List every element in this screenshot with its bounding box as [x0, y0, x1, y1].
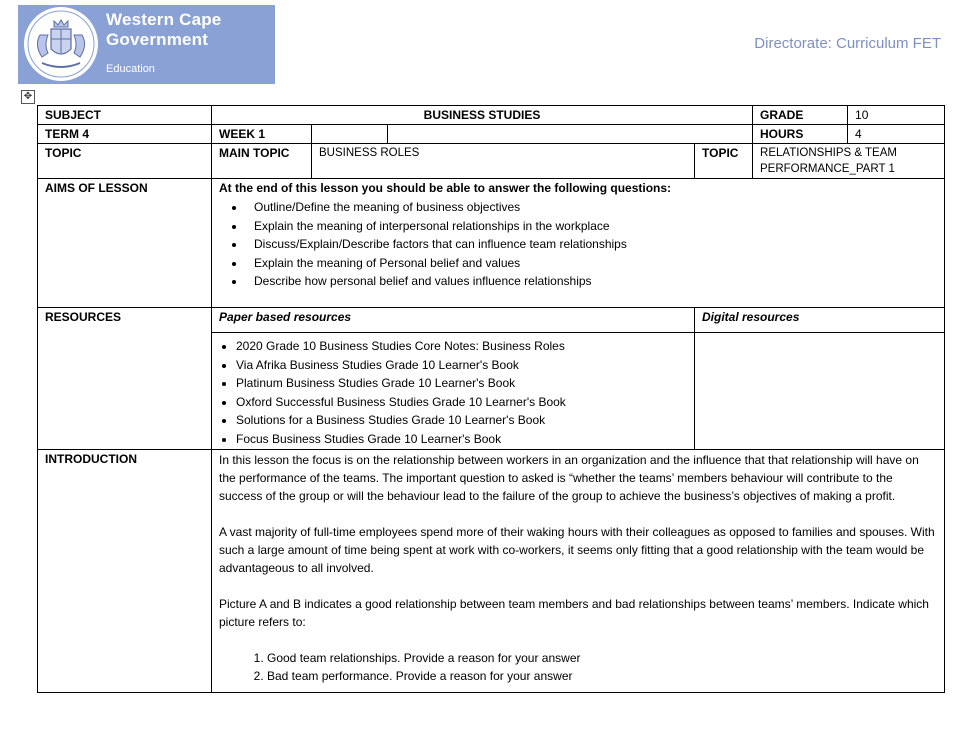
- introduction-paragraph: Picture A and B indicates a good relationship between team members and bad relationships between teams’ members. Indicate which picture refers to:: [219, 597, 929, 629]
- directorate-label: Directorate: Curriculum FET: [754, 35, 941, 52]
- list-item: • 2020 Grade 10 Business Studies Core Notes: Business Roles: [236, 337, 687, 356]
- topic-label: TOPIC: [38, 144, 212, 179]
- list-item: • Discuss/Explain/Describe factors that can influence team relationships: [246, 235, 937, 254]
- subject-value: BUSINESS STUDIES: [212, 106, 753, 125]
- introduction-content: [212, 450, 945, 693]
- aims-row: [38, 179, 945, 308]
- grade-value: 10: [848, 106, 945, 125]
- digital-resources-label: Digital resources: [695, 308, 945, 333]
- logo-department: Education: [106, 63, 155, 75]
- paper-resources-label: Paper based resources: [212, 308, 695, 333]
- list-item: • Oxford Successful Business Studies Grade 10 Learner's Book: [236, 393, 687, 412]
- table-move-handle-icon[interactable]: ✥: [21, 90, 35, 104]
- coat-of-arms-icon: [18, 5, 104, 84]
- list-item: • Focus Business Studies Grade 10 Learner's Book: [236, 430, 687, 449]
- hours-label: HOURS: [753, 125, 848, 144]
- list-item: • Via Afrika Business Studies Grade 10 Learner's Book: [236, 356, 687, 375]
- empty-cell: [388, 125, 753, 144]
- aims-intro: At the end of this lesson you should be able to answer the following questions:: [219, 181, 672, 195]
- aims-content: [212, 179, 945, 308]
- topic-row: [38, 144, 945, 179]
- introduction-task-list: [219, 649, 937, 685]
- aims-list: [219, 198, 937, 291]
- introduction-paragraph: In this lesson the focus is on the relationship between workers in an organization and the influence that that relationship will have on the performance of the teams. The important question to asked is “whether the teams’ members behaviour will contribute to the success of the group or will the behaviour lead to the failure of the group to achieve the business’s objectives of making a profit.: [219, 453, 919, 503]
- list-item: • Explain the meaning of Personal belief and values: [246, 254, 937, 273]
- digital-resources-content: [695, 333, 945, 450]
- list-item: • Solutions for a Business Studies Grade 10 Learner's Book: [236, 411, 687, 430]
- list-item: • Platinum Business Studies Grade 10 Learner's Book: [236, 374, 687, 393]
- list-item: • Outline/Define the meaning of business objectives: [246, 198, 937, 217]
- term-row: [38, 125, 945, 144]
- introduction-label: INTRODUCTION: [38, 450, 212, 693]
- hours-value: 4: [848, 125, 945, 144]
- main-topic-label: MAIN TOPIC: [212, 144, 312, 179]
- logo-text-line1: Western Cape: [106, 10, 222, 29]
- subject-row: [38, 106, 945, 125]
- topic2-label: TOPIC: [695, 144, 753, 179]
- introduction-row: [38, 450, 945, 693]
- aims-label: AIMS OF LESSON: [38, 179, 212, 308]
- list-item: • Explain the meaning of interpersonal relationships in the workplace: [246, 217, 937, 236]
- resources-label: RESOURCES: [38, 308, 212, 450]
- paper-resources-list: [219, 337, 687, 448]
- list-item: 1. Good team relationships. Provide a reason for your answer: [267, 649, 937, 667]
- logo-text-line2: Government: [106, 30, 209, 49]
- western-cape-government-logo: [18, 5, 275, 84]
- list-item: 2. Bad team performance. Provide a reason for your answer: [267, 667, 937, 685]
- term-label: TERM 4: [38, 125, 212, 144]
- topic2-value: RELATIONSHIPS & TEAM PERFORMANCE_PART 1: [753, 144, 945, 179]
- list-item: • Describe how personal belief and values influence relationships: [246, 272, 937, 291]
- main-topic-value: BUSINESS ROLES: [312, 144, 695, 179]
- empty-cell: [312, 125, 388, 144]
- grade-label: GRADE: [753, 106, 848, 125]
- subject-label: SUBJECT: [38, 106, 212, 125]
- week-label: WEEK 1: [212, 125, 312, 144]
- introduction-paragraph: A vast majority of full-time employees spend more of their waking hours with their colleagues as opposed to families and spouses. With such a large amount of time being spent at work with co-workers, it seems only fitting that a good relationship with the team would be advantageous to all involved.: [219, 525, 935, 575]
- resources-header-row: [38, 308, 945, 333]
- lesson-plan-table: [37, 105, 945, 693]
- paper-resources-content: [212, 333, 695, 450]
